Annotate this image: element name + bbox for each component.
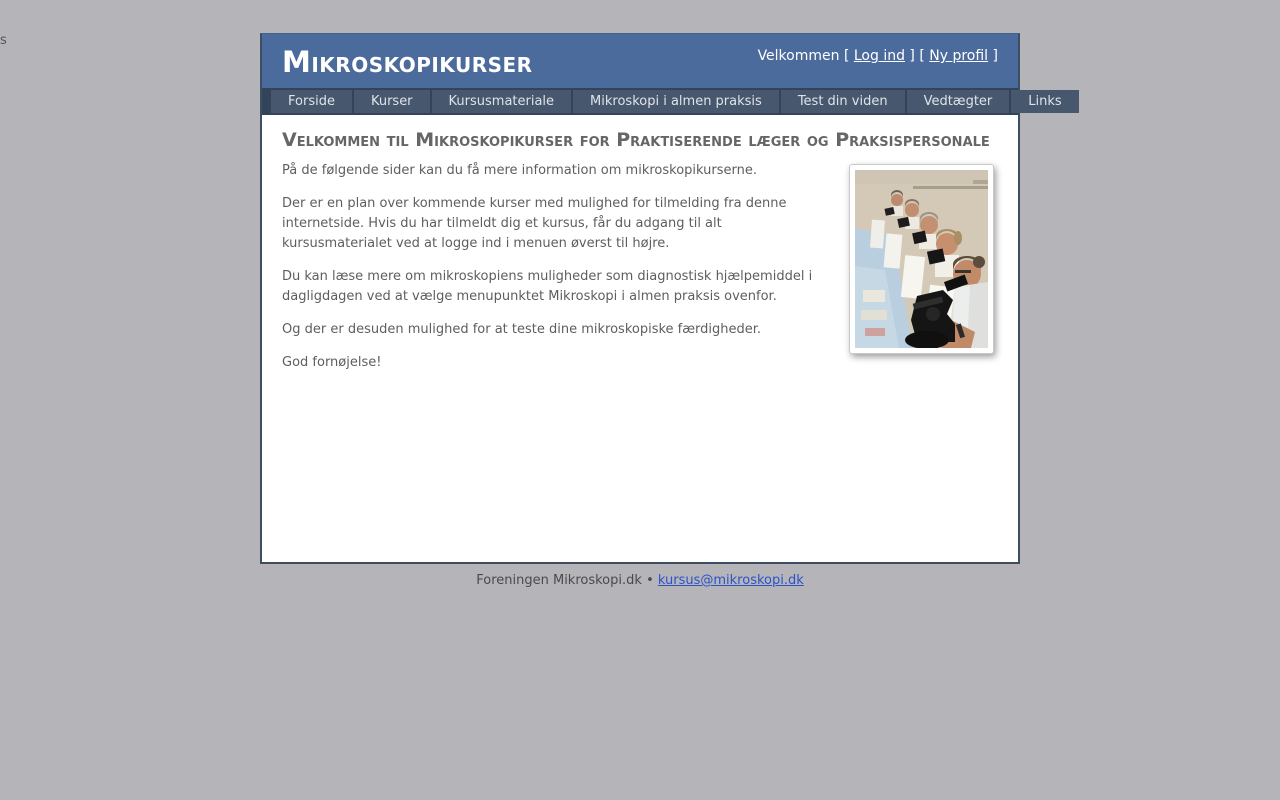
intro-paragraph: På de følgende sider kan du få mere information om mikroskopikurserne. [282, 163, 758, 178]
main-content [262, 115, 1018, 562]
nav-item-kursusmateriale[interactable]: Kursusmateriale [432, 90, 572, 113]
nav-item-forside[interactable]: Forside [271, 90, 352, 113]
site-footer [0, 573, 1280, 588]
page-title: Velkommen til Mikroskopikurser for Praktiserende læger og Praksispersonale [282, 129, 990, 151]
new-profile-link[interactable]: Ny profil [929, 48, 989, 64]
main-navigation [262, 88, 1062, 115]
bracket-close: ] [992, 48, 998, 64]
nav-item-links[interactable]: Links [1011, 90, 1078, 113]
test-paragraph: Og der er desuden mulighed for at teste dine mikroskopiske færdigheder. [282, 322, 762, 337]
footer-organization: Foreningen Mikroskopi.dk [476, 573, 642, 588]
site-title: Mikroskopikurser [282, 45, 533, 79]
login-link[interactable]: Log ind [853, 48, 905, 64]
closing-paragraph: God fornøjelse! [282, 355, 382, 370]
stray-text: s [0, 33, 7, 48]
welcome-text: Velkommen [ [757, 48, 850, 64]
bracket-separator: ] [ [909, 48, 925, 64]
footer-email-link[interactable]: kursus@mikroskopi.dk [657, 573, 804, 588]
course-participants-microscopes-photo [855, 170, 988, 348]
site-container [260, 33, 1062, 564]
read-more-paragraph: Du kan læse mere om mikroskopiens muligheder som diagnostisk hjælpemiddel i dagligdagen ved at vælge menupunktet Mikroskopi i almen praksis ovenfor. [282, 269, 813, 304]
nav-item-mikroskopi-i-almen-praksis[interactable]: Mikroskopi i almen praksis [573, 90, 779, 113]
welcome-area [758, 48, 998, 64]
footer-bullet-separator: • [646, 573, 654, 588]
course-photo [849, 164, 994, 354]
site-header [262, 34, 1018, 88]
nav-item-vedtaegter[interactable]: Vedtægter [907, 90, 1010, 113]
nav-item-test-din-viden[interactable]: Test din viden [781, 90, 905, 113]
nav-item-kurser[interactable]: Kurser [354, 90, 430, 113]
plan-paragraph: Der er en plan over kommende kurser med mulighed for tilmelding fra denne internetside. Hvis du har tilmeldt dig et kursus, får du adgang til alt kursusmaterialet ved at logge ind i menuen øverst til højre. [282, 196, 787, 251]
